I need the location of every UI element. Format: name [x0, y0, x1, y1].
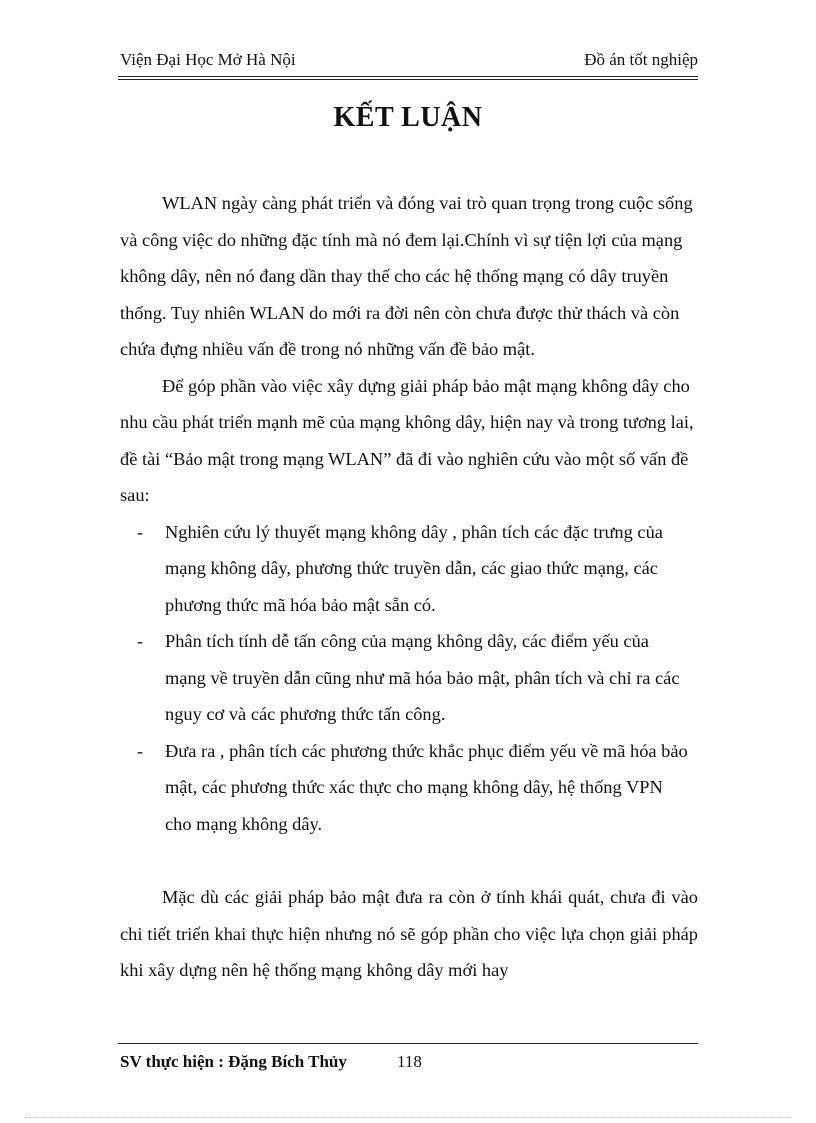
- list-item: [120, 733, 698, 843]
- page-header: [120, 50, 698, 74]
- list-item: [120, 514, 698, 624]
- header-divider: [118, 76, 698, 80]
- page-number: 118: [397, 1052, 422, 1071]
- footer-author: SV thực hiện : Đặng Bích Thủy: [120, 1052, 347, 1071]
- bullet-dash: -: [137, 740, 144, 761]
- header-doc-type: Đồ án tốt nghiệp: [584, 50, 698, 69]
- list-item: [120, 623, 698, 733]
- research-topics-list: [120, 514, 698, 843]
- page-footer: [120, 1052, 422, 1072]
- paragraph-intro: WLAN ngày càng phát triển và đóng vai trò quan trọng trong cuộc sống và công việc do những đặc tính mà nó đem lại.Chính vì sự tiện lợi của mạng không dây, nên nó đang dần thay thế cho các hệ thống mạng có dây truyền thống. Tuy nhiên WLAN do mới ra đời nên còn chưa được thử thách và còn chứa đựng nhiều vấn đề trong nó những vấn đề bảo mật.: [120, 193, 693, 359]
- footer-divider: [118, 1043, 698, 1044]
- bullet-dash: -: [137, 631, 144, 651]
- paragraph-scope: Để góp phần vào việc xây dựng giải pháp bảo mật mạng không dây cho nhu cầu phát triển mạnh mẽ của mạng không dây, hiện nay và trong tương lai, đề tài “Bảo mật trong mạng WLAN” đã đi vào nghiên cứu vào một số vấn đề sau:: [120, 375, 694, 505]
- list-item-text: Đưa ra , phân tích các phương thức khắc phục điểm yếu về mã hóa bảo mật, các phương thức xác thực cho mạng không dây, hệ thống VPN cho mạng không dây.: [165, 740, 688, 834]
- list-item-text: Nghiên cứu lý thuyết mạng không dây , phân tích các đặc trưng của mạng không dây, phương thức truyền dẫn, các giao thức mạng, các phương thức mã hóa bảo mật sẵn có.: [165, 521, 663, 615]
- bullet-dash: -: [137, 521, 144, 542]
- list-item-text: Phân tích tính dễ tấn công của mạng không dây, các điểm yếu của mạng về truyền dẫn cũng như mã hóa bảo mật, phân tích và chỉ ra các nguy cơ và các phương thức tấn công.: [165, 631, 680, 724]
- paragraph-closing: Mặc dù các giải pháp bảo mật đưa ra còn ở tính khái quát, chưa đi vào chi tiết triển khai thực hiện nhưng nó sẽ góp phần cho việc lựa chọn giải pháp khi xây dựng nên hệ thống mạng không dây mới hay: [120, 887, 698, 980]
- document-body: [120, 185, 698, 989]
- page-title: KẾT LUẬN: [333, 102, 483, 133]
- page-boundary: [25, 1117, 791, 1118]
- paragraph-gap: [120, 842, 698, 879]
- header-institution: Viện Đại Học Mở Hà Nội: [120, 50, 296, 69]
